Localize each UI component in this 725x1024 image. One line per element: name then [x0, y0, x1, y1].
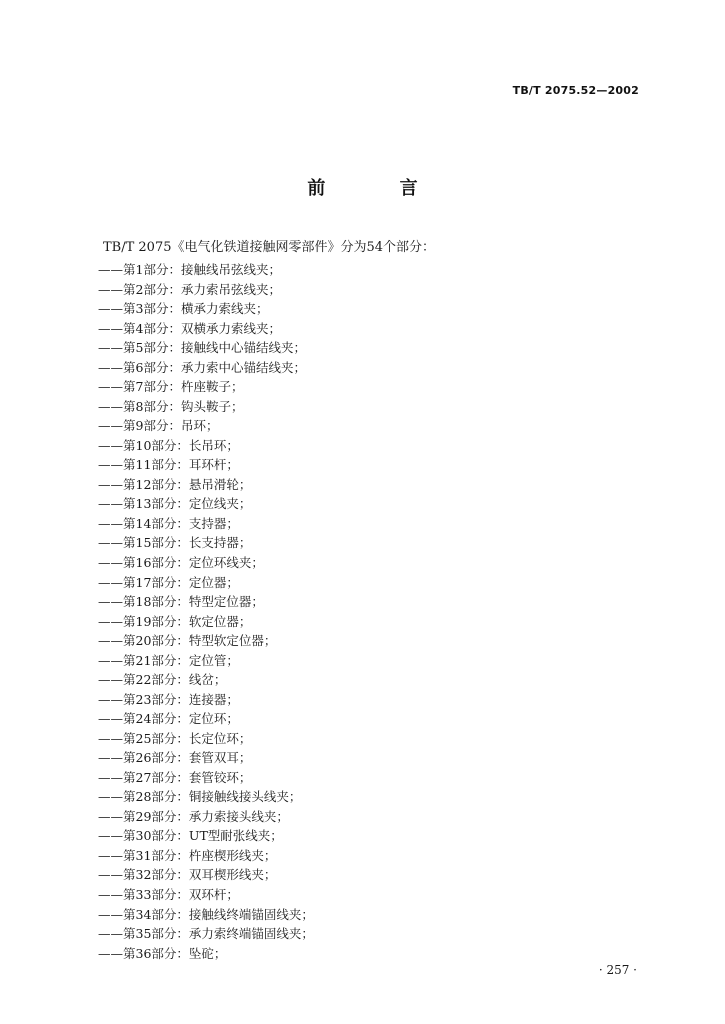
list-item: ——第11部分：耳环杆； — [98, 457, 239, 473]
list-item: ——第7部分：杵座鞍子； — [98, 379, 244, 395]
list-item: ——第25部分：长定位环； — [98, 730, 252, 746]
list-item: ——第14部分：支持器； — [98, 515, 239, 531]
list-item: ——第32部分：双耳楔形线夹； — [98, 867, 277, 883]
list-item: ——第12部分：悬吊滑轮； — [98, 476, 252, 492]
list-item: ——第2部分：承力索吊弦线夹； — [98, 281, 281, 297]
standard-code: TB/T 2075.52—2002 — [512, 84, 639, 97]
list-item: ——第31部分：杵座楔形线夹； — [98, 847, 277, 863]
list-item: ——第35部分：承力索终端锚固线夹； — [98, 926, 314, 942]
parts-list — [98, 260, 314, 963]
list-item: ——第10部分：长吊环； — [98, 437, 239, 453]
list-item: ——第3部分：横承力索线夹； — [98, 301, 269, 317]
list-item: ——第1部分：接触线吊弦线夹； — [98, 262, 281, 277]
list-item: ——第13部分：定位线夹； — [98, 496, 252, 512]
list-item: ——第5部分：接触线中心锚结线夹； — [98, 340, 306, 356]
list-item: ——第36部分：坠砣； — [98, 945, 227, 961]
list-item: ——第20部分：特型软定位器； — [98, 633, 277, 649]
list-item: ——第4部分：双横承力索线夹； — [98, 320, 281, 336]
list-item: ——第23部分：连接器； — [98, 691, 239, 707]
list-item: ——第29部分：承力索接头线夹； — [98, 808, 289, 824]
list-item: ——第15部分：长支持器； — [98, 535, 252, 551]
list-item: ——第18部分：特型定位器； — [98, 594, 264, 610]
list-item: ——第34部分：接触线终端锚固线夹； — [98, 906, 314, 922]
list-item: ——第16部分：定位环线夹； — [98, 554, 264, 570]
list-item: ——第26部分：套管双耳； — [98, 750, 252, 766]
list-item: ——第17部分：定位器； — [98, 574, 239, 590]
list-item: ——第28部分：铜接触线接头线夹； — [98, 789, 302, 805]
list-item: ——第30部分：UT型耐张线夹； — [98, 828, 283, 844]
list-item: ——第27部分：套管铰环； — [98, 769, 252, 785]
page-number: · 257 · — [598, 963, 637, 977]
page-title: 前 言 — [307, 178, 452, 199]
list-item: ——第22部分：线岔； — [98, 672, 227, 688]
intro-paragraph: TB/T 2075《电气化铁道接触网零部件》分为54个部分： — [103, 240, 436, 255]
list-item: ——第21部分：定位管； — [98, 652, 239, 668]
list-item: ——第33部分：双环杆； — [98, 887, 239, 902]
list-item: ——第24部分：定位环； — [98, 711, 239, 727]
list-item: ——第19部分：软定位器； — [98, 613, 252, 629]
list-item: ——第9部分：吊环； — [98, 418, 219, 434]
list-item: ——第6部分：承力索中心锚结线夹； — [98, 359, 306, 375]
list-item: ——第8部分：钩头鞍子； — [98, 398, 244, 414]
